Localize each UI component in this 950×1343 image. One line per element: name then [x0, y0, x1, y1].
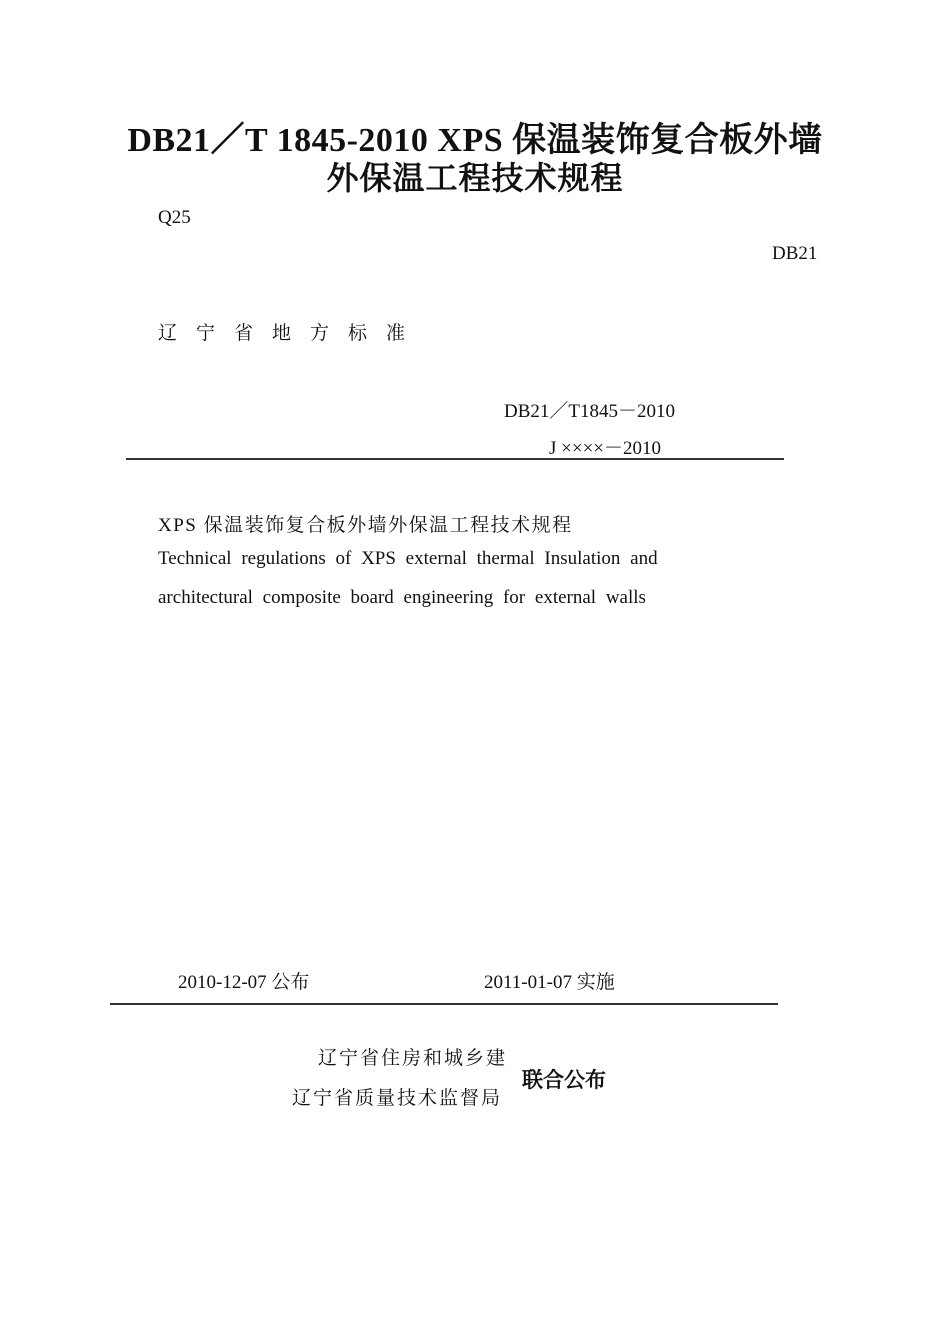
subtitle-english-line-2: architectural composite board engineering for external walls [158, 587, 646, 608]
joint-publication-label: 联合公布 [522, 1068, 606, 1092]
top-divider [126, 458, 784, 460]
standard-number: DB21／T1845－2010 [504, 401, 676, 422]
issuer-housing-department: 辽宁省住房和城乡建 [318, 1048, 508, 1069]
ics-code: Q25 [158, 207, 191, 228]
subtitle-chinese: XPS 保温装饰复合板外墙外保温工程技术规程 [158, 515, 573, 536]
subtitle-english-line-1: Technical regulations of XPS external thermal Insulation and [158, 548, 658, 569]
standard-type-label: 辽宁省地方标准 [158, 323, 425, 344]
issuer-quality-bureau: 辽宁省质量技术监督局 [292, 1088, 503, 1109]
document-title-line-1: DB21／T 1845-2010 XPS 保温装饰复合板外墙 [127, 122, 823, 159]
implementation-date: 2011-01-07 实施 [484, 972, 615, 993]
filing-number: J ××××－2010 [549, 438, 662, 459]
db-code: DB21 [772, 243, 818, 264]
issue-date: 2010-12-07 公布 [178, 972, 310, 993]
document-title-line-2: 外保温工程技术规程 [326, 160, 624, 196]
bottom-divider [110, 1003, 778, 1005]
